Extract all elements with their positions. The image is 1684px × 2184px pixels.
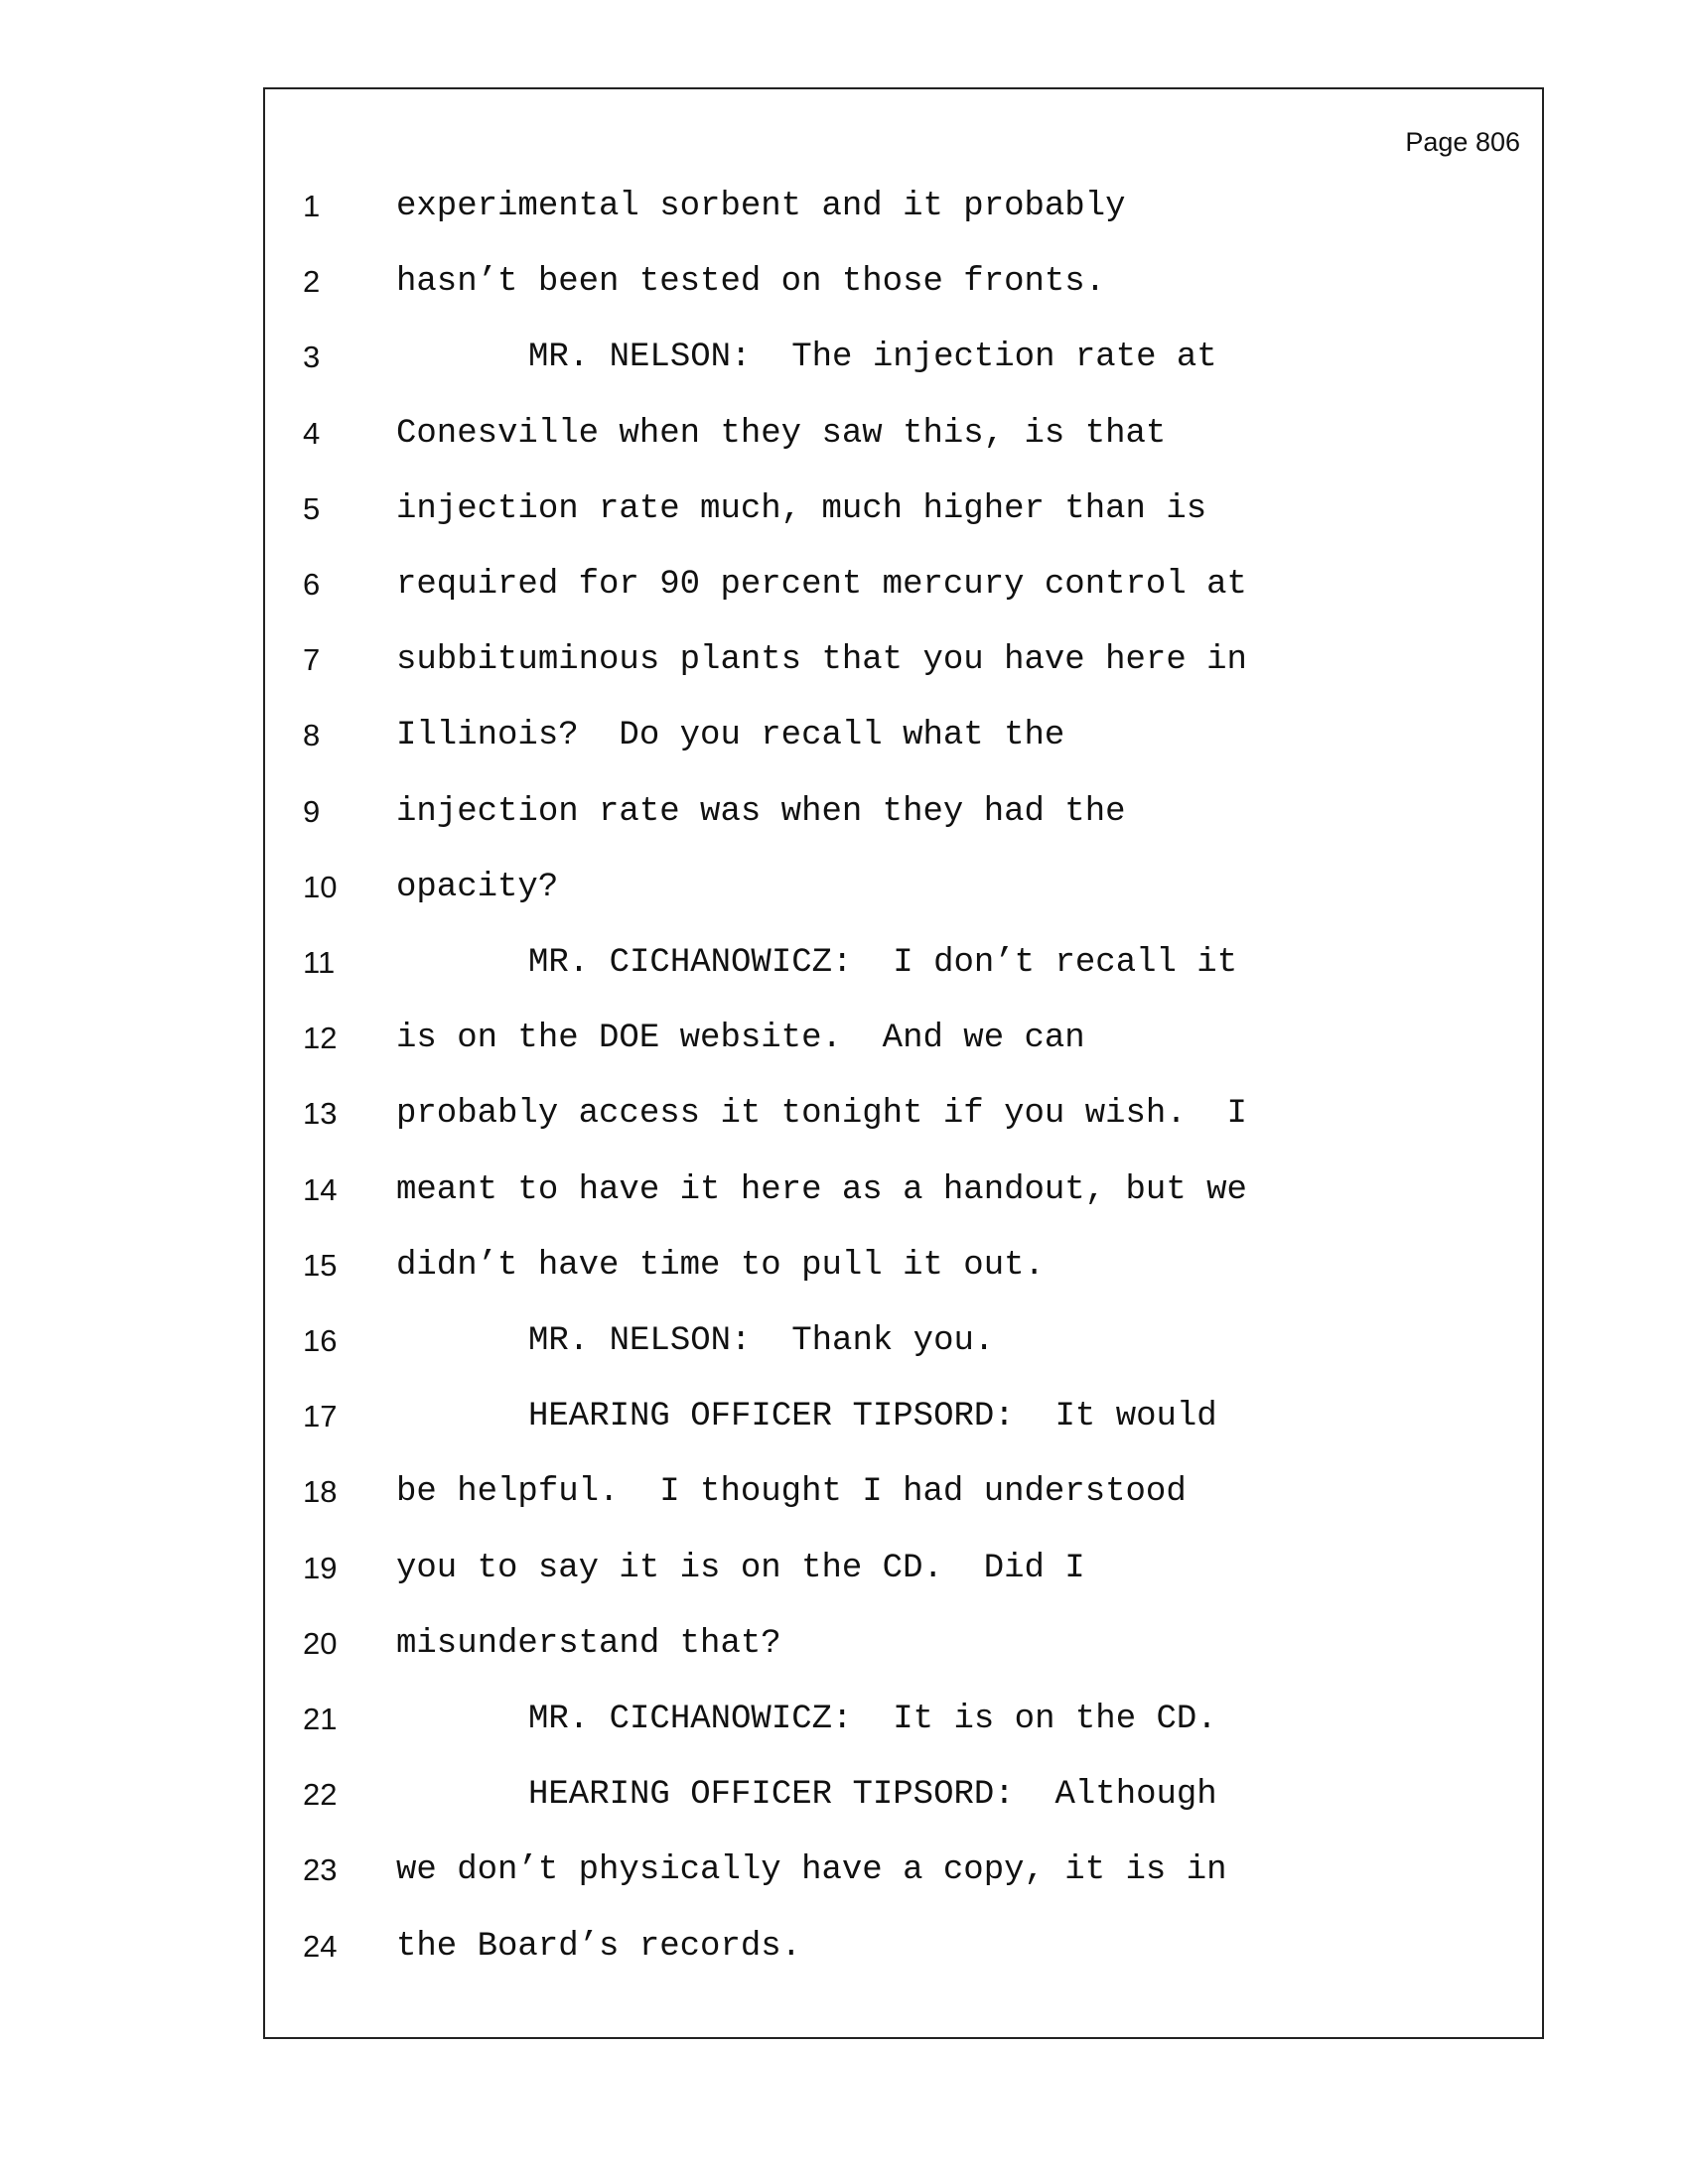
line-number: 2 xyxy=(303,264,321,300)
line-number: 9 xyxy=(303,793,321,829)
transcript-line xyxy=(265,479,1542,539)
line-number: 3 xyxy=(303,340,321,375)
transcript-line xyxy=(265,1539,1542,1598)
transcript-page xyxy=(263,87,1544,2039)
line-text: injection rate much, much higher than is xyxy=(396,489,1207,528)
line-text: MR. CICHANOWICZ: I don’t recall it xyxy=(528,944,1238,982)
line-text: injection rate was when they had the xyxy=(396,792,1126,831)
line-text: required for 90 percent mercury control at xyxy=(396,566,1247,604)
line-number: 12 xyxy=(303,1021,338,1056)
line-text: be helpful. I thought I had understood xyxy=(396,1473,1187,1512)
line-text: we don’t physically have a copy, it is in xyxy=(396,1851,1227,1890)
transcript-line xyxy=(265,404,1542,464)
transcript-line xyxy=(265,252,1542,312)
transcript-line xyxy=(265,1841,1542,1900)
line-number: 11 xyxy=(303,945,336,980)
line-number: 17 xyxy=(303,1399,338,1434)
line-text: is on the DOE website. And we can xyxy=(396,1020,1085,1058)
line-number: 1 xyxy=(303,189,321,223)
line-text: hasn’t been tested on those fronts. xyxy=(396,263,1106,302)
page-number: Page 806 xyxy=(1405,127,1520,157)
line-text: the Board’s records. xyxy=(396,1927,802,1966)
transcript-line xyxy=(265,1690,1542,1749)
line-number: 14 xyxy=(303,1171,338,1207)
transcript-line xyxy=(265,1311,1542,1371)
transcript-line xyxy=(265,1614,1542,1674)
line-text: HEARING OFFICER TIPSORD: Although xyxy=(528,1776,1217,1815)
line-number: 18 xyxy=(303,1474,338,1510)
transcript-line xyxy=(265,555,1542,614)
line-number: 4 xyxy=(303,415,321,451)
line-text: subbituminous plants that you have here in xyxy=(396,641,1247,680)
line-text: MR. CICHANOWICZ: It is on the CD. xyxy=(528,1701,1217,1738)
line-text: you to say it is on the CD. Did I xyxy=(396,1549,1085,1587)
line-number: 22 xyxy=(303,1777,338,1813)
transcript-line xyxy=(265,328,1542,387)
line-text: HEARING OFFICER TIPSORD: It would xyxy=(528,1398,1217,1436)
transcript-line xyxy=(265,1917,1542,1977)
transcript-line xyxy=(265,630,1542,690)
line-text: probably access it tonight if you wish. I xyxy=(396,1095,1247,1134)
transcript-line xyxy=(265,1462,1542,1522)
transcript-line xyxy=(265,177,1542,236)
transcript-lines xyxy=(265,89,1542,2037)
line-text: opacity? xyxy=(396,868,559,906)
line-number: 15 xyxy=(303,1247,338,1283)
line-number: 20 xyxy=(303,1625,338,1661)
line-number: 7 xyxy=(303,642,321,678)
line-number: 19 xyxy=(303,1550,338,1585)
transcript-line xyxy=(265,858,1542,917)
line-number: 24 xyxy=(303,1928,338,1964)
transcript-line xyxy=(265,1236,1542,1296)
line-text: misunderstand that? xyxy=(396,1624,781,1663)
line-text: meant to have it here as a handout, but we xyxy=(396,1170,1247,1209)
line-number: 21 xyxy=(303,1702,338,1736)
line-text: MR. NELSON: The injection rate at xyxy=(528,339,1217,377)
transcript-line xyxy=(265,1387,1542,1446)
line-text: Conesville when they saw this, is that xyxy=(396,414,1167,453)
transcript-line xyxy=(265,1009,1542,1068)
line-text: experimental sorbent and it probably xyxy=(396,188,1126,225)
line-text: didn’t have time to pull it out. xyxy=(396,1246,1045,1285)
transcript-line xyxy=(265,782,1542,842)
line-number: 23 xyxy=(303,1852,338,1888)
transcript-line xyxy=(265,1765,1542,1825)
line-text: MR. NELSON: Thank you. xyxy=(528,1322,995,1360)
line-number: 10 xyxy=(303,869,338,904)
transcript-line xyxy=(265,1084,1542,1144)
line-number: 5 xyxy=(303,490,321,526)
line-number: 8 xyxy=(303,718,321,753)
line-number: 13 xyxy=(303,1096,338,1132)
line-text: Illinois? Do you recall what the xyxy=(396,717,1065,755)
line-number: 16 xyxy=(303,1323,338,1358)
transcript-line xyxy=(265,1160,1542,1220)
transcript-line xyxy=(265,706,1542,765)
transcript-line xyxy=(265,933,1542,993)
line-number: 6 xyxy=(303,567,321,602)
